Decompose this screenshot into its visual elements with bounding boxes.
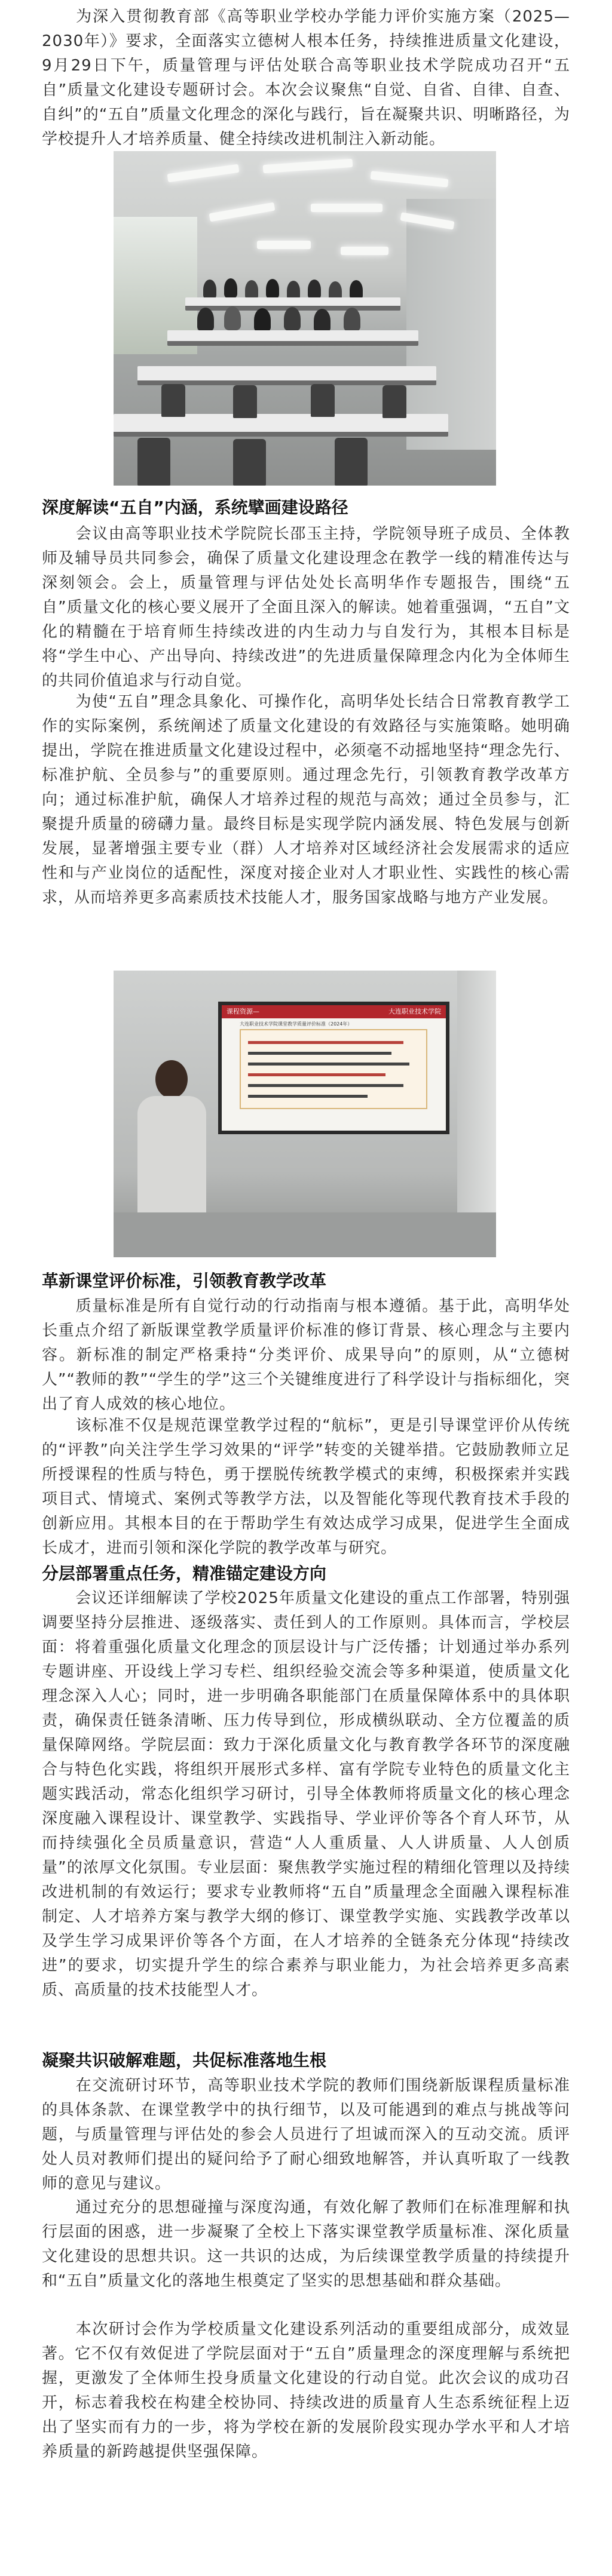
section-heading-2: 革新课堂评价标准，引领教育教学改革: [42, 1271, 327, 1291]
projector-screen: 课程资源— 大连职业技术学院 大连职业技术学院课堂教学质量评价标准（2024年）: [218, 1002, 449, 1134]
meeting-room-photo: [114, 151, 496, 486]
section4-paragraph-1: 在交流研讨环节，高等职业技术学院的教师们围绕新版课程质量标准的具体条款、在课堂教学中的执行细节，以及可能遇到的难点与挑战等问题，与质量管理与评估处的参会人员进行了坦诚而深入的互动交流。质评处人员对教师们提出的疑问给予了耐心细致地解答，并认真听取了一线教师的意见与建议。: [42, 2077, 570, 2193]
section-heading-4: 凝聚共识破解难题，共促标准落地生根: [42, 2050, 327, 2070]
section4-paragraph-2: 通过充分的思想碰撞与深度沟通，有效化解了教师们在标准理解和执行层面的困惑，进一步凝聚了全校上下落实课堂教学质量标准、深化质量文化建设的思想共识。这一共识的达成，为后续课堂教学质量的持续提升和“五自”质量文化的落地生根奠定了坚实的思想基础和群众基础。: [42, 2199, 570, 2290]
section1-paragraph-1: 会议由高等职业技术学院院长邵玉主持，学院领导班子成员、全体教师及辅导员共同参会，确保了质量文化建设理念在教学一线的精准传达与深刻领会。会上，质量管理与评估处处长高明华作专题报告，围绕“五自”质量文化的核心要义展开了全面且深入的解读。她着重强调，“五自”文化的精髓在于培育师生持续改进的内生动力与自发行为，其根本目标是将“学生中心、产出导向、持续改进”的先进质量保障理念内化为全体师生的共同价值追求与行动自觉。: [42, 525, 570, 690]
presenter: [155, 1060, 188, 1098]
section1-paragraph-2: 为使“五自”理念具象化、可操作化，高明华处长结合日常教育教学工作的实际案例，系统阐述了质量文化建设的有效路径与实施策略。她明确提出，学院在推进质量文化建设过程中，必须毫不动摇地坚持“理念先行、标准护航、全员参与”的重要原则。通过理念先行，引领教育教学改革方向；通过标准护航，确保人才培养过程的规范与高效；通过全员参与，汇聚提升质量的磅礴力量。最终目标是实现学院内涵发展、特色发展与创新发展，显著增强主要专业（群）人才培养对区域经济社会发展需求的适应性和与产业岗位的适配性，深度对接企业对人才职业性、实践性的核心需求，从而培养更多高素质技术技能人才，服务国家战略与地方产业发展。: [42, 693, 570, 907]
section-heading-1: 深度解读“五自”内涵，系统擘画建设路径: [42, 498, 348, 517]
intro-paragraph: 为深入贯彻教育部《高等职业学校办学能力评价实施方案（2025—2030年）》要求，全面落实立德树人根本任务，持续推进质量文化建设，9月29日下午，质量管理与评估处联合高等职业技术学院成功召开“五自”质量文化建设专题研讨会。本次会议聚焦“自觉、自省、自律、自查、自纠”的“五自”质量文化理念的深化与践行，旨在凝聚共识、明晰路径，为学校提升人才培养质量、健全持续改进机制注入新动能。: [42, 8, 570, 148]
section-heading-3: 分层部署重点任务，精准锚定建设方向: [42, 1564, 327, 1583]
section2-paragraph-1: 质量标准是所有自觉行动的行动指南与根本遵循。基于此，高明华处长重点介绍了新版课堂教学质量评价标准的修订背景、核心理念与主要内容。新标准的制定严格秉持“分类评价、成果导向”的原则，从“立德树人”“教师的教”“学生的学”这三个关键维度进行了科学设计与指标细化，突出了育人成效的核心地位。: [42, 1297, 570, 1413]
section3-paragraph-1: 会议还详细解读了学校2025年质量文化建设的重点工作部署，特别强调要坚持分层推进、逐级落实、责任到人的工作原则。具体而言，学校层面：将着重强化质量文化理念的顶层设计与广泛传播；计划通过举办系列专题讲座、开设线上学习专栏、组织经验交流会等多种渠道，使质量文化理念深入人心；同时，进一步明确各职能部门在质量保障体系中的具体职责，确保责任链条清晰、压力传导到位，形成横纵联动、全方位覆盖的质量保障网络。学院层面：致力于深化质量文化与教育教学各环节的深度融合与特色化实践，将组织开展形式多样、富有学院专业特色的质量文化主题实践活动，常态化组织学习研讨，引导全体教师将质量文化的核心理念深度融入课程设计、课堂教学、实践指导、学业评价等各个育人环节，从而持续强化全员质量意识，营造“人人重质量、人人讲质量、人人创质量”的浓厚文化氛围。专业层面：聚焦教学实施过程的精细化管理以及持续改进机制的有效运行；要求专业教师将“五自”质量理念全面融入课程标准制定、人才培养方案与教学大纲的修订、课堂教学实施、实践教学改革以及学生学习成果评价等各个方面，在人才培养的全链条充分体现“持续改进”的要求，切实提升学生的综合素养与职业能力，为社会培养更多高素质、高质量的技术技能型人才。: [42, 1589, 570, 1999]
section4-paragraph-3: 本次研讨会作为学校质量文化建设系列活动的重要组成部分，成效显著。它不仅有效促进了学院层面对于“五自”质量理念的深度理解与系统把握，更激发了全体师生投身质量文化建设的行动自觉。此次会议的成功召开，标志着我校在构建全校协同、持续改进的质量育人生态系统征程上迈出了坚实而有力的一步，将为学校在新的发展阶段实现办学水平和人才培养质量的新跨越提供坚强保障。: [42, 2320, 570, 2461]
section2-paragraph-2: 该标准不仅是规范课堂教学过程的“航标”，更是引导课堂评价从传统的“评教”向关注学生学习效果的“评学”转变的关键举措。它鼓励教师立足所授课程的性质与特色，勇于摆脱传统教学模式的束缚，积极探索并实践项目式、情境式、案例式等教学方法，以及智能化等现代教育技术手段的创新应用。其根本目的在于帮助学生有效达成学习成果，促进学生全面成长成才，进而引领和深化学院的教学改革与研究。: [42, 1417, 570, 1557]
presentation-photo: [114, 971, 496, 1257]
